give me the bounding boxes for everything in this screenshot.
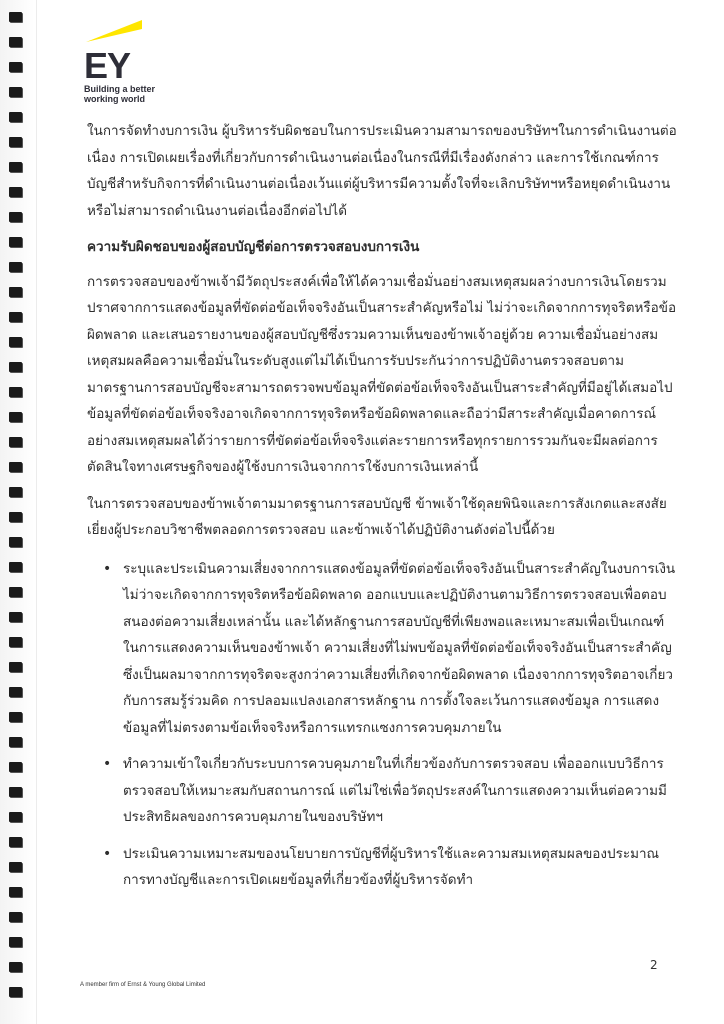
binding-hole (9, 162, 22, 172)
paragraph-going-concern: ในการจัดทำงบการเงิน ผู้บริหารรับผิดชอบในการประเมินความสามารถของบริษัทฯในการดำเนินงานต่อเนื่อง การเปิดเผยเรื่องที่เกี่ยวกับการดำเนินงานต่อเนื่องในกรณีที่มีเรื่องดังกล่าว และการใช้เกณฑ์การบัญชีสำหรับกิจการที่ดำเนินงานต่อเนื่องเว้นแต่ผู้บริหารมีความตั้งใจที่จะเลิกบริษัทฯหรือหยุดดำเนินงานหรือไม่สามารถดำเนินงานต่อเนื่องอีกต่อไปได้ (87, 123, 677, 219)
binding-hole (9, 137, 22, 147)
binding-hole (9, 562, 22, 572)
binding-hole (9, 362, 22, 372)
binding-hole (9, 462, 22, 472)
binding-hole (9, 612, 22, 622)
list-item-text: ทำความเข้าใจเกี่ยวกับระบบการควบคุมภายในที่เกี่ยวข้องกับการตรวจสอบ เพื่อออกแบบวิธีการตรวจสอบให้เหมาะสมกับสถานการณ์ แต่ไม่ใช่เพื่อวัตถุประสงค์ในการแสดงความเห็นต่อความมีประสิทธิผลของการควบคุมภายในของบริษัทฯ (123, 756, 667, 825)
bullet-icon: • (103, 560, 112, 577)
binding-hole (9, 187, 22, 197)
binding-hole (9, 437, 22, 447)
paragraph-auditor-procedures: ในการตรวจสอบของข้าพเจ้าตามมาตรฐานการสอบบัญชี ข้าพเจ้าใช้ดุลยพินิจและการสังเกตและสงสัยเยี่ยงผู้ประกอบวิชาชีพตลอดการตรวจสอบ และข้าพเจ้าได้ปฏิบัติงานดังต่อไปนี้ด้วย (87, 495, 667, 538)
document-body (87, 118, 677, 904)
tagline-line-1: Building a better (84, 84, 156, 94)
list-item-text: ประเมินความเหมาะสมของนโยบายการบัญชีที่ผู้บริหารใช้และความสมเหตุสมผลของประมาณการทางบัญชีและการเปิดเผยข้อมูลที่เกี่ยวข้องที่ผู้บริหารจัดทำ (123, 845, 660, 888)
binding-hole (9, 737, 22, 747)
binding-hole (9, 637, 22, 647)
section-heading: ความรับผิดชอบของผู้สอบบัญชีต่อการตรวจสอบงบการเงิน (87, 239, 420, 255)
binding-hole (9, 62, 22, 72)
binding-hole (9, 787, 22, 797)
list-item-text: ระบุและประเมินความเสี่ยงจากการแสดงข้อมูลที่ขัดต่อข้อเท็จจริงอันเป็นสาระสำคัญในงบการเงิน ไม่ว่าจะเกิดจากการทุจริตหรือข้อผิดพลาด ออกแบบและปฏิบัติงานตามวิธีการตรวจสอบเพื่อตอบสนองต่อความเสี่ยงเหล่านั้น และได้หลักฐานการสอบบัญชีที่เพียงพอและเหมาะสมเพื่อเป็นเกณฑ์ในการแสดงความเห็นของข้าพเจ้า ความเสี่ยงที่ไม่พบข้อมูลที่ขัดต่อข้อเท็จจริงอันเป็นสาระสำคัญซึ่งเป็นผลมาจากการทุจริตจะสูงกว่าความเสี่ยงที่เกิดจากข้อผิดพลาด เนื่องจากการทุจริตอาจเกี่ยวกับการสมรู้ร่วมคิด การปลอมแปลงเอกสารหลักฐาน การตั้งใจละเว้นการแสดงข้อมูล การแสดงข้อมูลที่ไม่ตรงตามข้อเท็จจริงหรือการแทรกแซงการควบคุมภายใน (123, 560, 676, 736)
binding-hole (9, 912, 22, 922)
tagline-line-2: working world (84, 94, 146, 104)
binding-hole (9, 962, 22, 972)
binding-hole (9, 212, 22, 222)
list-item (87, 556, 677, 742)
binding-hole (9, 862, 22, 872)
binding-hole (9, 837, 22, 847)
binding-hole (9, 237, 22, 247)
bullet-icon: • (103, 756, 112, 772)
binding-hole (9, 112, 22, 122)
list-item (87, 751, 677, 831)
binding-hole (9, 537, 22, 547)
binding-hole (9, 287, 22, 297)
binding-hole (9, 812, 22, 822)
procedures-list (87, 556, 677, 894)
binding-hole (9, 937, 22, 947)
binding-hole (9, 387, 22, 397)
binding-hole (9, 762, 22, 772)
logo-wordmark: EY (84, 45, 131, 86)
ey-logo (84, 20, 184, 108)
binding-hole (9, 262, 22, 272)
paragraph-auditor-objective: การตรวจสอบของข้าพเจ้ามีวัตถุประสงค์เพื่อให้ได้ความเชื่อมั่นอย่างสมเหตุสมผลว่างบการเงินโดยรวมปราศจากการแสดงข้อมูลที่ขัดต่อข้อเท็จจริงอันเป็นสาระสำคัญหรือไม่ ไม่ว่าจะเกิดจากการทุจริตหรือข้อผิดพลาด และเสนอรายงานของผู้สอบบัญชีซึ่งรวมความเห็นของข้าพเจ้าอยู่ด้วย ความเชื่อมั่นอย่างสมเหตุสมผลคือความเชื่อมั่นในระดับสูงแต่ไม่ได้เป็นการรับประกันว่าการปฏิบัติงานตรวจสอบตามมาตรฐานการสอบบัญชีจะสามารถตรวจพบข้อมูลที่ขัดต่อข้อเท็จจริงอันเป็นสาระสำคัญที่มีอยู่ได้เสมอไป ข้อมูลที่ขัดต่อข้อเท็จจริงอาจเกิดจากการทุจริตหรือข้อผิดพลาดและถือว่ามีสาระสำคัญเมื่อคาดการณ์อย่างสมเหตุสมผลได้ว่ารายการที่ขัดต่อข้อเท็จจริงแต่ละรายการหรือทุกรายการรวมกันจะมีผลต่อการตัดสินใจทางเศรษฐกิจของผู้ใช้งบการเงินจากการใช้งบการเงินเหล่านี้ (87, 273, 677, 475)
bullet-icon: • (103, 845, 112, 862)
binding-hole (9, 12, 22, 22)
binding-hole (9, 712, 22, 722)
binding-hole (9, 587, 22, 597)
binding-hole (9, 487, 22, 497)
binding-hole (9, 312, 22, 322)
binding-hole (9, 662, 22, 672)
binding-hole (9, 512, 22, 522)
list-item (87, 841, 677, 894)
binding-hole (9, 887, 22, 897)
page-edge (36, 0, 37, 1024)
binding-hole (9, 412, 22, 422)
ring-binding (0, 0, 34, 1024)
logo-tagline (84, 84, 155, 104)
binding-hole (9, 687, 22, 697)
binding-hole (9, 37, 22, 47)
binding-hole (9, 337, 22, 347)
page-number: 2 (650, 958, 658, 972)
binding-hole (9, 87, 22, 97)
footer-text: A member firm of Ernst & Young Global Limited (80, 982, 206, 988)
binding-hole (9, 987, 22, 997)
